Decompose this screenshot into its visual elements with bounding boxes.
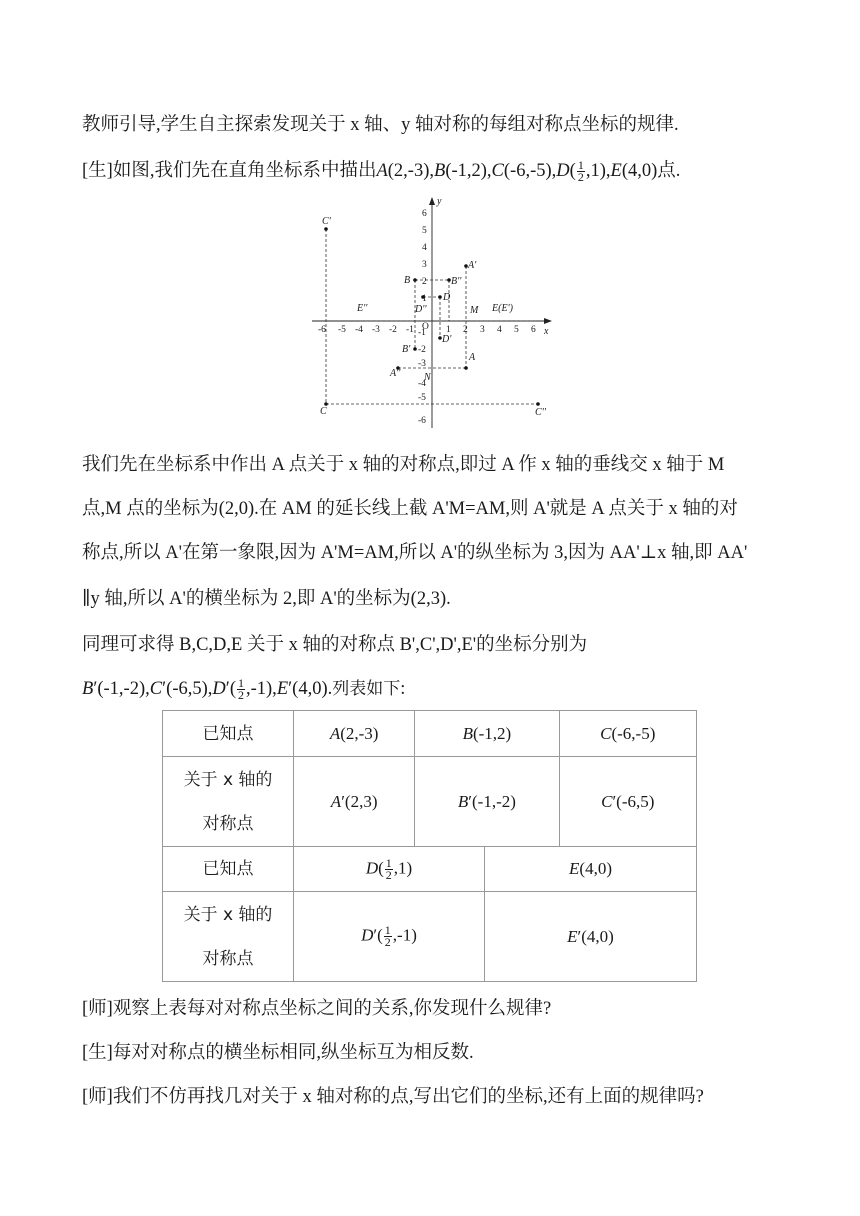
points-list: A <box>376 161 388 181</box>
table-cell: C(-6,-5) <box>559 711 696 757</box>
svg-text:C: C <box>320 406 327 417</box>
table-header-symmetric: 关于 x 轴的 对称点 <box>163 757 294 847</box>
explanation-line-3: 称点,所以 A'在第一象限,因为 A'M=AM,所以 A'的纵坐标为 3,因为 AA'⊥x 轴,即 AA' <box>82 543 748 563</box>
table-cell: B(-1,2) <box>415 711 559 757</box>
svg-text:C': C' <box>322 216 331 227</box>
svg-text:-5: -5 <box>418 393 426 403</box>
svg-text:D': D' <box>442 334 452 345</box>
explanation-line-1: 我们先在坐标系中作出 A 点关于 x 轴的对称点,即过 A 作 x 轴的垂线交 x 轴于 M <box>82 455 725 475</box>
student-paragraph: [生]如图,我们先在直角坐标系中描出A(2,-3),B(-1,2),C(-6,-5),D( $\frac{1}{2}$ ,1),E(4,0)点. <box>82 158 681 185</box>
table-cell: C′(-6,5) <box>559 757 696 847</box>
svg-text:-1: -1 <box>418 328 426 338</box>
symmetry-table-lower <box>162 846 697 982</box>
svg-text:6: 6 <box>531 325 536 335</box>
svg-text:D: D <box>443 292 451 303</box>
svg-text:3: 3 <box>422 260 427 270</box>
svg-text:5: 5 <box>514 325 519 335</box>
table-cell: E(4,0) <box>485 847 697 892</box>
svg-text:4: 4 <box>497 325 502 335</box>
teacher-followup: [师]我们不仿再找几对关于 x 轴对称的点,写出它们的坐标,还有上面的规律吗? <box>82 1087 704 1107</box>
table-cell: E′(4,0) <box>485 892 697 982</box>
svg-text:-2: -2 <box>389 325 397 335</box>
y-axis-label: y <box>437 196 442 207</box>
svg-text:B'': B'' <box>451 276 462 287</box>
y-tick-labels <box>418 209 427 426</box>
svg-text:A: A <box>469 352 476 363</box>
fraction-one-half: $\frac{1}{2}$ <box>237 676 244 703</box>
svg-text:D'': D'' <box>415 304 427 315</box>
svg-text:B': B' <box>402 344 411 355</box>
teacher-question: [师]观察上表每对对称点坐标之间的关系,你发现什么规律? <box>82 999 552 1019</box>
student-paragraph-prefix: [生]如图,我们先在直角坐标系中描出 <box>82 161 377 181</box>
svg-text:5: 5 <box>422 226 427 236</box>
svg-text:A': A' <box>468 260 477 271</box>
symmetric-points-result: B′(-1,-2),C′(-6,5),D′( $\frac{1}{2}$ ,-1),E′(4,0).列表如下: <box>82 676 406 703</box>
table-row <box>163 892 697 982</box>
intro-paragraph: 教师引导,学生自主探索发现关于 x 轴、y 轴对称的每组对称点坐标的规律. <box>82 115 679 135</box>
symmetry-table <box>162 710 697 847</box>
y-axis-arrow-icon <box>429 197 435 205</box>
explanation-line-4: ∥y 轴,所以 A'的横坐标为 2,即 A'的坐标为(2,3). <box>82 589 451 609</box>
svg-text:M: M <box>470 305 479 316</box>
svg-text:2: 2 <box>422 277 427 287</box>
svg-text:-3: -3 <box>372 325 380 335</box>
table-header-known: 已知点 <box>163 711 294 757</box>
svg-text:6: 6 <box>422 209 427 219</box>
svg-text:C'': C'' <box>535 407 546 418</box>
table-row <box>163 757 697 847</box>
svg-text:E(E'): E(E') <box>492 303 514 314</box>
fraction-one-half: $\frac{1}{2}$ <box>577 158 584 185</box>
svg-text:3: 3 <box>480 325 485 335</box>
svg-text:-3: -3 <box>418 359 426 369</box>
table-row <box>163 711 697 757</box>
svg-text:-6: -6 <box>318 325 326 335</box>
x-axis-label: x <box>544 326 549 337</box>
svg-text:-4: -4 <box>418 379 426 389</box>
table-cell: B′(-1,-2) <box>415 757 559 847</box>
point-labels <box>320 216 547 418</box>
student-paragraph-suffix: 点. <box>657 161 681 181</box>
svg-text:4: 4 <box>422 243 427 253</box>
svg-text:A'': A'' <box>390 368 401 379</box>
svg-text:2: 2 <box>463 325 468 335</box>
origin-label: O <box>422 322 429 332</box>
svg-text:N: N <box>424 372 431 383</box>
coordinate-figure <box>308 196 558 432</box>
table-cell: A(2,-3) <box>294 711 415 757</box>
svg-text:-2: -2 <box>418 345 426 355</box>
table-cell: D( $\frac{1}{2}$ ,1) <box>294 847 485 892</box>
x-axis-arrow-icon <box>544 318 552 324</box>
table-row <box>163 847 697 892</box>
table-header-symmetric: 关于 x 轴的 对称点 <box>163 892 294 982</box>
svg-text:B: B <box>404 275 411 286</box>
table-header-known: 已知点 <box>163 847 294 892</box>
student-answer: [生]每对对称点的横坐标相同,纵坐标互为相反数. <box>82 1043 474 1063</box>
svg-text:-6: -6 <box>418 416 426 426</box>
svg-text:1: 1 <box>422 294 427 304</box>
similar-points-paragraph: 同理可求得 B,C,D,E 关于 x 轴的对称点 B',C',D',E'的坐标分别为 <box>82 635 588 655</box>
table-cell: D′( $\frac{1}{2}$ ,-1) <box>294 892 485 982</box>
svg-text:-5: -5 <box>338 325 346 335</box>
svg-text:-1: -1 <box>406 325 414 335</box>
explanation-line-2: 点,M 点的坐标为(2,0).在 AM 的延长线上截 A'M=AM,则 A'就是 A 点关于 x 轴的对 <box>82 499 738 519</box>
svg-text:1: 1 <box>446 325 451 335</box>
table-cell: A′(2,3) <box>294 757 415 847</box>
svg-text:-4: -4 <box>355 325 363 335</box>
svg-text:E'': E'' <box>357 303 368 314</box>
